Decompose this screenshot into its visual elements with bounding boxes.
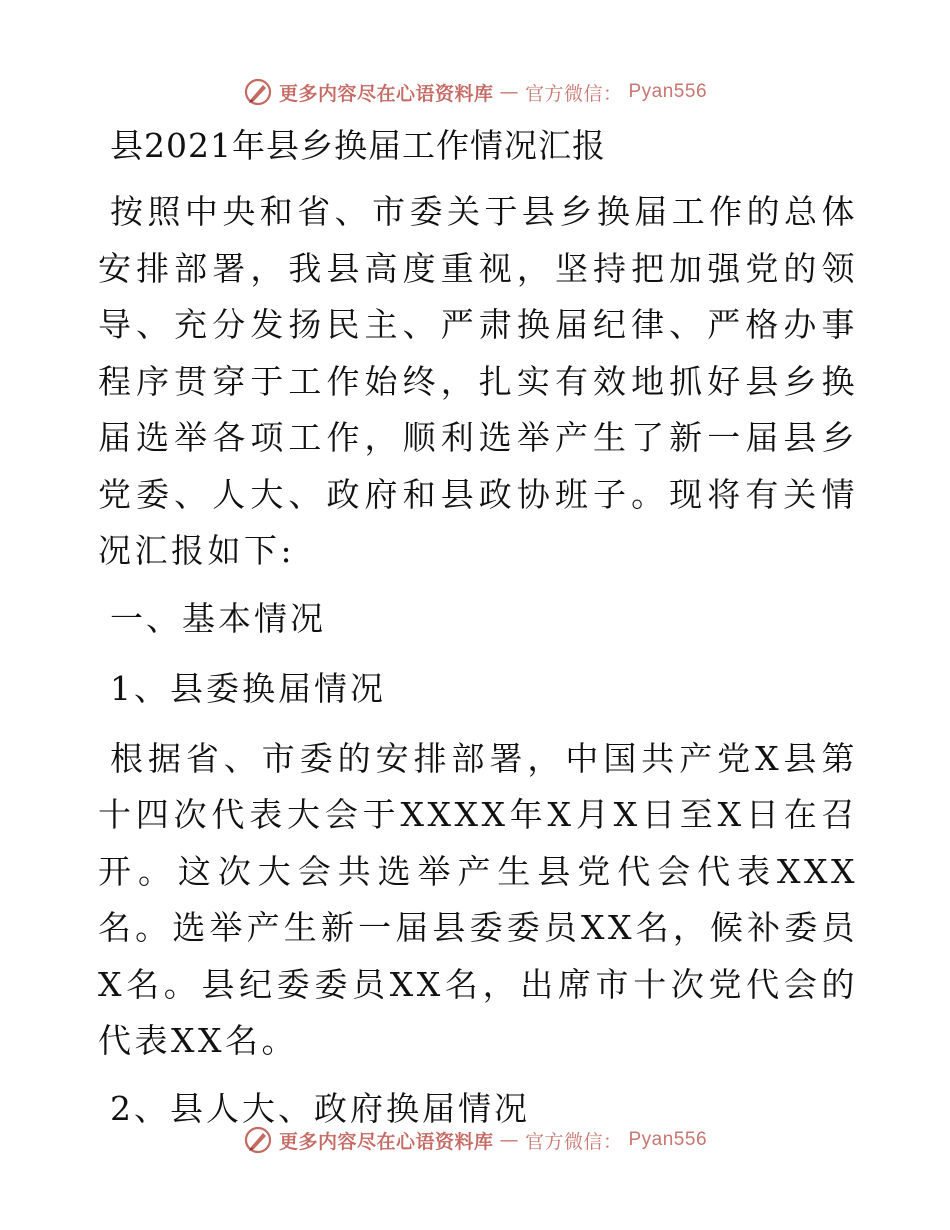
watermark-wechat-id: Pyan556 xyxy=(628,1129,708,1150)
watermark-separator: — xyxy=(499,1129,519,1151)
watermark-wechat-id: Pyan556 xyxy=(628,81,708,102)
subheading-congress-government: 2、县人大、政府换届情况 xyxy=(110,1088,530,1128)
intro-paragraph: 按照中央和省、市委关于县乡换届工作的总体安排部署，我县高度重视，坚持把加强党的领导、充分发扬民主、严肃换届纪律、严格办事程序贯穿于工作始终，扎实有效地抓好县乡换届选举各项工作，顺利选举产生了新一届县乡党委、人大、政府和县政协班子。现将有关情况汇报如下: xyxy=(98,192,858,570)
watermark-header xyxy=(0,72,950,112)
watermark-footer xyxy=(0,1120,950,1160)
subheading-county-committee: 1、县委换届情况 xyxy=(110,668,386,708)
county-committee-paragraph: 根据省、市委的安排部署，中国共产党X县第十四次代表大会于XXXX年X月X日至X日在召开。这次大会共选举产生县党代会代表XXX名。选举产生新一届县委委员XX名，候补委员X名。县纪委委员XX名，出席市十次党代会的代表XX名。 xyxy=(98,738,858,1060)
watermark-wechat-label: 官方微信： xyxy=(524,1130,623,1153)
pen-logo-icon xyxy=(243,77,273,107)
document-body xyxy=(98,118,858,1151)
pen-logo-icon xyxy=(243,1125,273,1155)
watermark-separator: — xyxy=(499,81,519,103)
watermark-text: 更多内容尽在心语资料库 xyxy=(278,82,494,105)
document-title: 县2021年县乡换届工作情况汇报 xyxy=(110,126,606,165)
watermark-text: 更多内容尽在心语资料库 xyxy=(278,1130,494,1153)
watermark-wechat-label: 官方微信： xyxy=(524,82,623,105)
section-heading-basic: 一、基本情况 xyxy=(110,598,326,638)
